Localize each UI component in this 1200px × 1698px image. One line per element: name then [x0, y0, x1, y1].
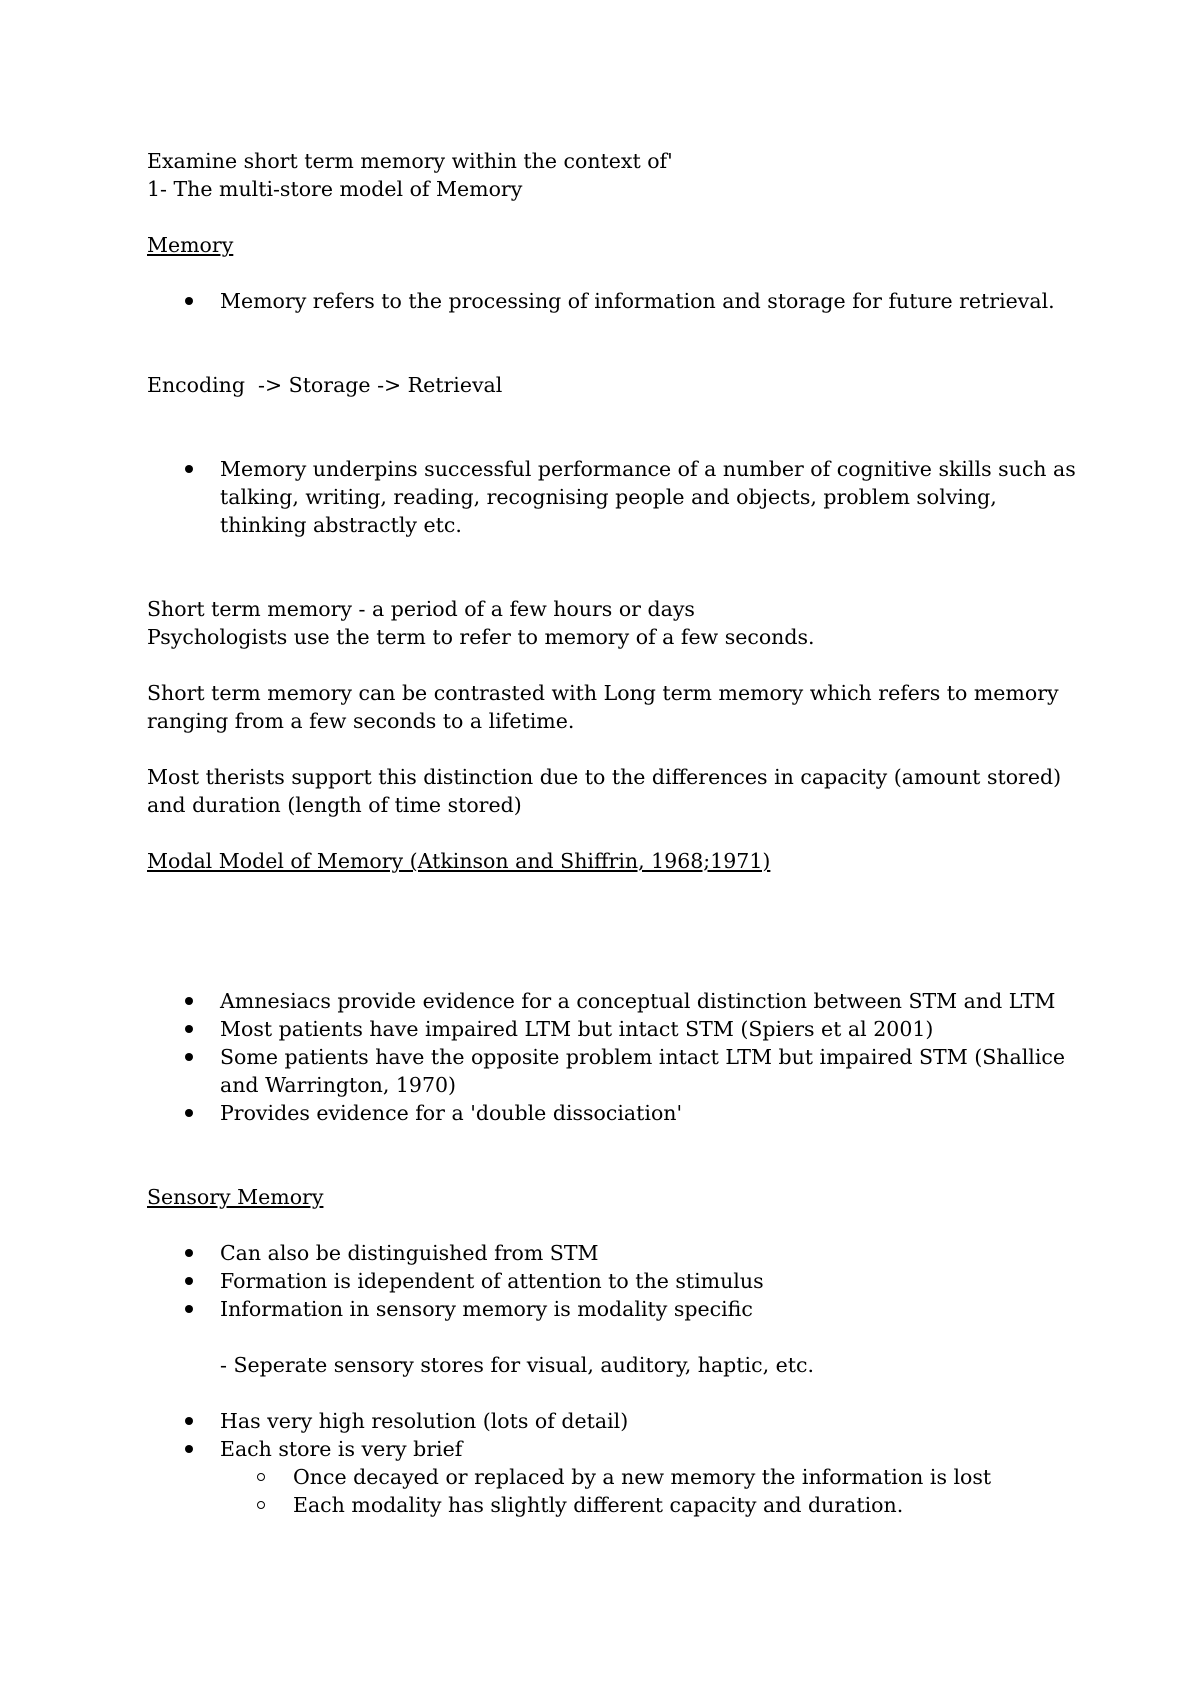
sensory-bullet-list-2: [147, 1407, 1087, 1463]
spacer: [147, 539, 1087, 567]
list-item: Formation is idependent of attention to the stimulus: [147, 1267, 1087, 1295]
list-item: Each store is very brief: [147, 1435, 1087, 1463]
list-item: Amnesiacs provide evidence for a conceptual distinction between STM and LTM: [147, 987, 1087, 1015]
spacer: [147, 1155, 1087, 1183]
list-item: Some patients have the opposite problem intact LTM but impaired STM (Shallice and Warrington, 1970): [147, 1043, 1087, 1099]
list-item: Has very high resolution (lots of detail): [147, 1407, 1087, 1435]
theorists-paragraph: Most therists support this distinction due to the differences in capacity (amount stored) and duration (length of time stored): [147, 765, 1068, 817]
spacer: [147, 1379, 1087, 1407]
spacer: [147, 203, 1087, 231]
list-item: Information in sensory memory is modality specific: [147, 1295, 1087, 1323]
sensory-bullet-list: [147, 1239, 1087, 1323]
sub-list-item: Each modality has slightly different capacity and duration.: [147, 1491, 1087, 1519]
memory-skills-bullet-list: [147, 455, 1087, 539]
document-body: [147, 147, 1087, 1519]
intro-line-2: 1- The multi-store model of Memory: [147, 177, 523, 201]
sensory-note: - Seperate sensory stores for visual, auditory, haptic, etc.: [220, 1353, 814, 1377]
spacer: [147, 1127, 1087, 1155]
spacer: [147, 259, 1087, 287]
spacer: [147, 399, 1087, 427]
spacer: [147, 427, 1087, 455]
spacer: [147, 343, 1087, 371]
list-item: Memory refers to the processing of information and storage for future retrieval.: [147, 287, 1087, 315]
intro-line-1: Examine short term memory within the context of': [147, 149, 673, 173]
list-item: Memory underpins successful performance of a number of cognitive skills such as talking, writing, reading, recognising people and objects, problem solving, thinking abstractly etc.: [147, 455, 1087, 539]
spacer: [147, 1323, 1087, 1351]
spacer: [147, 651, 1087, 679]
list-item: Provides evidence for a 'double dissociation': [147, 1099, 1087, 1127]
spacer: [147, 735, 1087, 763]
spacer: [147, 819, 1087, 847]
amnesia-bullet-list: [147, 987, 1087, 1127]
stm-line-1: Short term memory - a period of a few hours or days: [147, 597, 695, 621]
memory-bullet-list: [147, 287, 1087, 315]
spacer: [147, 1211, 1087, 1239]
sensory-sub-bullet-list: [147, 1463, 1087, 1519]
modal-model-heading: Modal Model of Memory (Atkinson and Shiffrin, 1968;1971): [147, 849, 771, 873]
sub-list-item: Once decayed or replaced by a new memory the information is lost: [147, 1463, 1087, 1491]
encoding-flow: Encoding -> Storage -> Retrieval: [147, 373, 503, 397]
sensory-memory-heading: Sensory Memory: [147, 1185, 324, 1209]
list-item: Can also be distinguished from STM: [147, 1239, 1087, 1267]
spacer: [147, 567, 1087, 595]
contrast-paragraph: Short term memory can be contrasted with Long term memory which refers to memory ranging from a few seconds to a lifetime.: [147, 681, 1066, 733]
spacer: [147, 315, 1087, 343]
stm-line-2: Psychologists use the term to refer to memory of a few seconds.: [147, 625, 815, 649]
diagram-placeholder-space: [147, 875, 1087, 987]
list-item: Most patients have impaired LTM but intact STM (Spiers et al 2001): [147, 1015, 1087, 1043]
memory-heading: Memory: [147, 233, 234, 257]
